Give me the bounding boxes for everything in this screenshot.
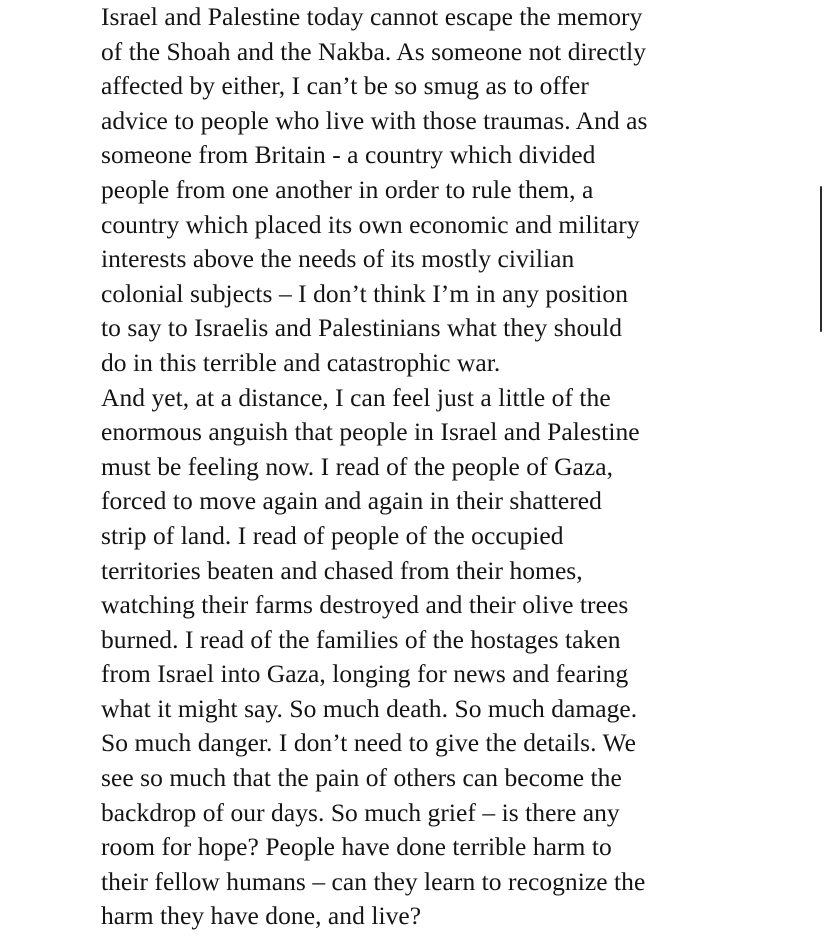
text-line: harm they have done, and live? xyxy=(101,901,422,931)
text-line: their fellow humans – can they learn to recognize the xyxy=(101,866,646,896)
document-text xyxy=(101,0,801,934)
text-line: must be feeling now. I read of the people of Gaza, xyxy=(101,451,614,481)
text-line: burned. I read of the families of the hostages taken xyxy=(101,624,621,654)
text-line: colonial subjects – I don’t think I’m in any position xyxy=(101,278,628,308)
text-line: of the Shoah and the Nakba. As someone not directly xyxy=(101,36,647,66)
text-line: enormous anguish that people in Israel and Palestine xyxy=(101,417,640,447)
text-line: Israel and Palestine today cannot escape the memory xyxy=(101,2,643,31)
text-line: someone from Britain - a country which divided xyxy=(101,140,596,170)
text-line: from Israel into Gaza, longing for news and fearing xyxy=(101,659,629,689)
text-line: So much danger. I don’t need to give the details. We xyxy=(101,728,636,758)
text-line: country which placed its own economic and military xyxy=(101,209,640,239)
text-line: room for hope? People have done terrible harm to xyxy=(101,832,612,862)
text-line: what it might say. So much death. So much damage. xyxy=(101,693,638,723)
text-line: advice to people who live with those traumas. And as xyxy=(101,105,648,135)
text-line: territories beaten and chased from their homes, xyxy=(101,555,583,585)
text-line: affected by either, I can’t be so smug as to offer xyxy=(101,71,589,101)
text-line: interests above the needs of its mostly civilian xyxy=(101,244,575,274)
text-line: watching their farms destroyed and their olive trees xyxy=(101,590,629,620)
text-line: And yet, at a distance, I can feel just a little of the xyxy=(101,382,611,412)
text-line: forced to move again and again in their shattered xyxy=(101,486,602,516)
scrollbar-thumb[interactable] xyxy=(820,186,822,332)
text-line: people from one another in order to rule them, a xyxy=(101,174,594,204)
text-line: to say to Israelis and Palestinians what they should xyxy=(101,313,623,343)
text-line: do in this terrible and catastrophic war. xyxy=(101,347,501,377)
text-line: see so much that the pain of others can become the xyxy=(101,763,622,793)
text-line: strip of land. I read of people of the occupied xyxy=(101,520,564,550)
text-line: backdrop of our days. So much grief – is there any xyxy=(101,797,620,827)
